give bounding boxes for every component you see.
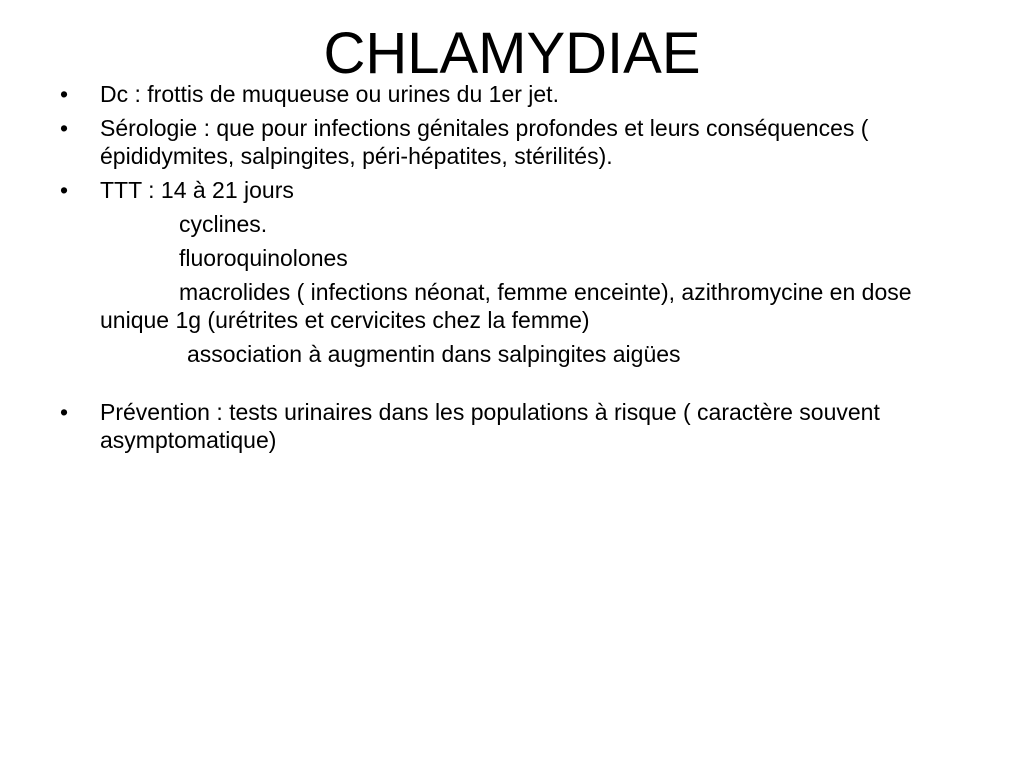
- bullet-item-traitement: [60, 176, 980, 204]
- slide-body: [60, 80, 980, 454]
- treatment-text: cyclines.: [179, 211, 268, 237]
- bullet-icon: •: [60, 115, 69, 141]
- bullet-icon: •: [60, 399, 69, 425]
- treatment-line-cyclines: [60, 210, 980, 238]
- slide-title: CHLAMYDIAE: [323, 21, 701, 86]
- treatment-text: macrolides ( infections néonat, femme enceinte), azithromycine en dose unique 1g (urétrites et cervicites chez la femme): [100, 279, 912, 333]
- treatment-line-fluoroquinolones: [60, 244, 980, 272]
- bullet-text: Prévention : tests urinaires dans les populations à risque ( caractère souvent asymptomatique): [100, 399, 880, 453]
- bullet-item-prevention: [60, 398, 980, 454]
- bullet-item-diagnostic: [60, 80, 980, 108]
- treatment-line-macrolides: [60, 278, 980, 334]
- bullet-icon: •: [60, 177, 69, 203]
- bullet-text: TTT : 14 à 21 jours: [100, 177, 294, 203]
- bullet-text: Sérologie : que pour infections génitales profondes et leurs conséquences ( épididymites, salpingites, péri-hépatites, stérilités).: [100, 115, 869, 169]
- bullet-icon: •: [60, 81, 69, 107]
- treatment-line-augmentin: [60, 340, 980, 368]
- bullet-text: Dc : frottis de muqueuse ou urines du 1er jet.: [100, 81, 559, 107]
- treatment-text: fluoroquinolones: [179, 245, 348, 271]
- treatment-text: association à augmentin dans salpingites aigües: [187, 341, 681, 367]
- bullet-item-serologie: [60, 114, 980, 170]
